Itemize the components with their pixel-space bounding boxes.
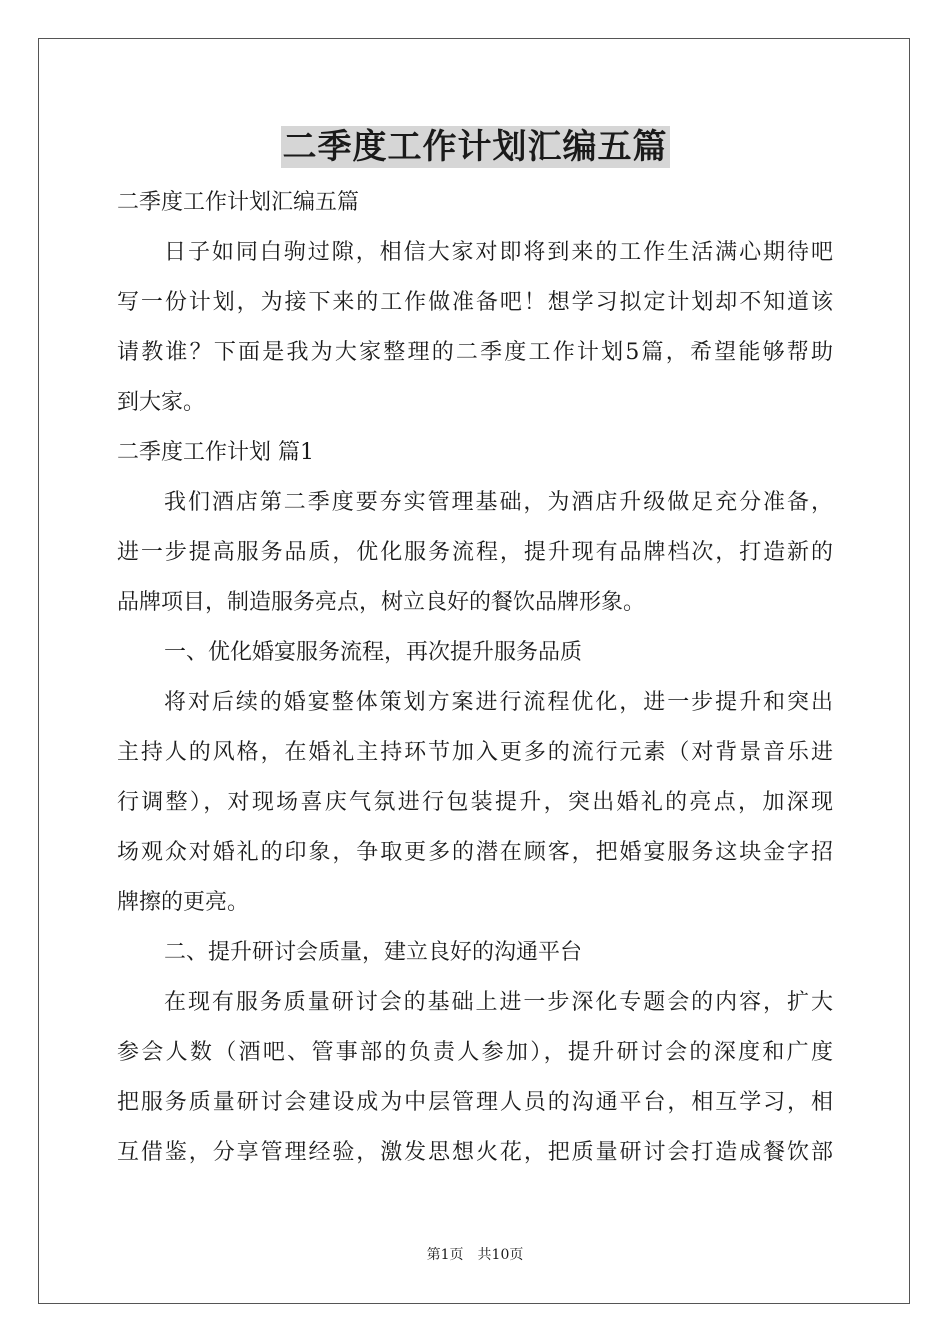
text-line: 一、优化婚宴服务流程，再次提升服务品质 <box>164 640 583 665</box>
text-line: 写一份计划，为接下来的工作做准备吧！想学习拟定计划却不知道该 <box>117 290 833 315</box>
text-line: 牌擦的更亮。 <box>117 890 250 915</box>
text-line: 请教谁？下面是我为大家整理的二季度工作计划5篇，希望能够帮助 <box>117 340 833 365</box>
page-footer: 第1页 共10页 <box>426 1247 524 1263</box>
text-line: 二季度工作计划 篇1 <box>117 440 314 465</box>
text-line: 到大家。 <box>117 390 206 415</box>
text-line: 参会人数（酒吧、管事部的负责人参加），提升研讨会的深度和广度 <box>117 1040 833 1065</box>
text-line: 日子如同白驹过隙，相信大家对即将到来的工作生活满心期待吧 <box>164 240 833 265</box>
text-line: 将对后续的婚宴整体策划方案进行流程优化，进一步提升和突出 <box>164 690 833 715</box>
document-body <box>117 178 833 1178</box>
text-line: 我们酒店第二季度要夯实管理基础，为酒店升级做足充分准备， <box>164 490 833 515</box>
text-line: 二季度工作计划汇编五篇 <box>117 190 360 215</box>
text-line: 二、提升研讨会质量，建立良好的沟通平台 <box>164 940 583 965</box>
text-line: 进一步提高服务品质，优化服务流程，提升现有品牌档次，打造新的 <box>117 540 833 565</box>
text-line: 行调整），对现场喜庆气氛进行包装提升，突出婚礼的亮点，加深现 <box>117 790 833 815</box>
text-line: 主持人的风格，在婚礼主持环节加入更多的流行元素（对背景音乐进 <box>117 740 833 765</box>
document-title-text: 二季度工作计划汇编五篇 <box>282 127 668 167</box>
document-title <box>0 126 950 168</box>
text-line: 品牌项目，制造服务亮点，树立良好的餐饮品牌形象。 <box>117 590 646 615</box>
text-line: 在现有服务质量研讨会的基础上进一步深化专题会的内容，扩大 <box>164 990 833 1015</box>
text-line: 场观众对婚礼的印象，争取更多的潜在顾客，把婚宴服务这块金字招 <box>117 840 833 865</box>
text-line: 互借鉴，分享管理经验，激发思想火花，把质量研讨会打造成餐饮部 <box>117 1140 833 1165</box>
text-line: 把服务质量研讨会建设成为中层管理人员的沟通平台，相互学习，相 <box>117 1090 833 1115</box>
